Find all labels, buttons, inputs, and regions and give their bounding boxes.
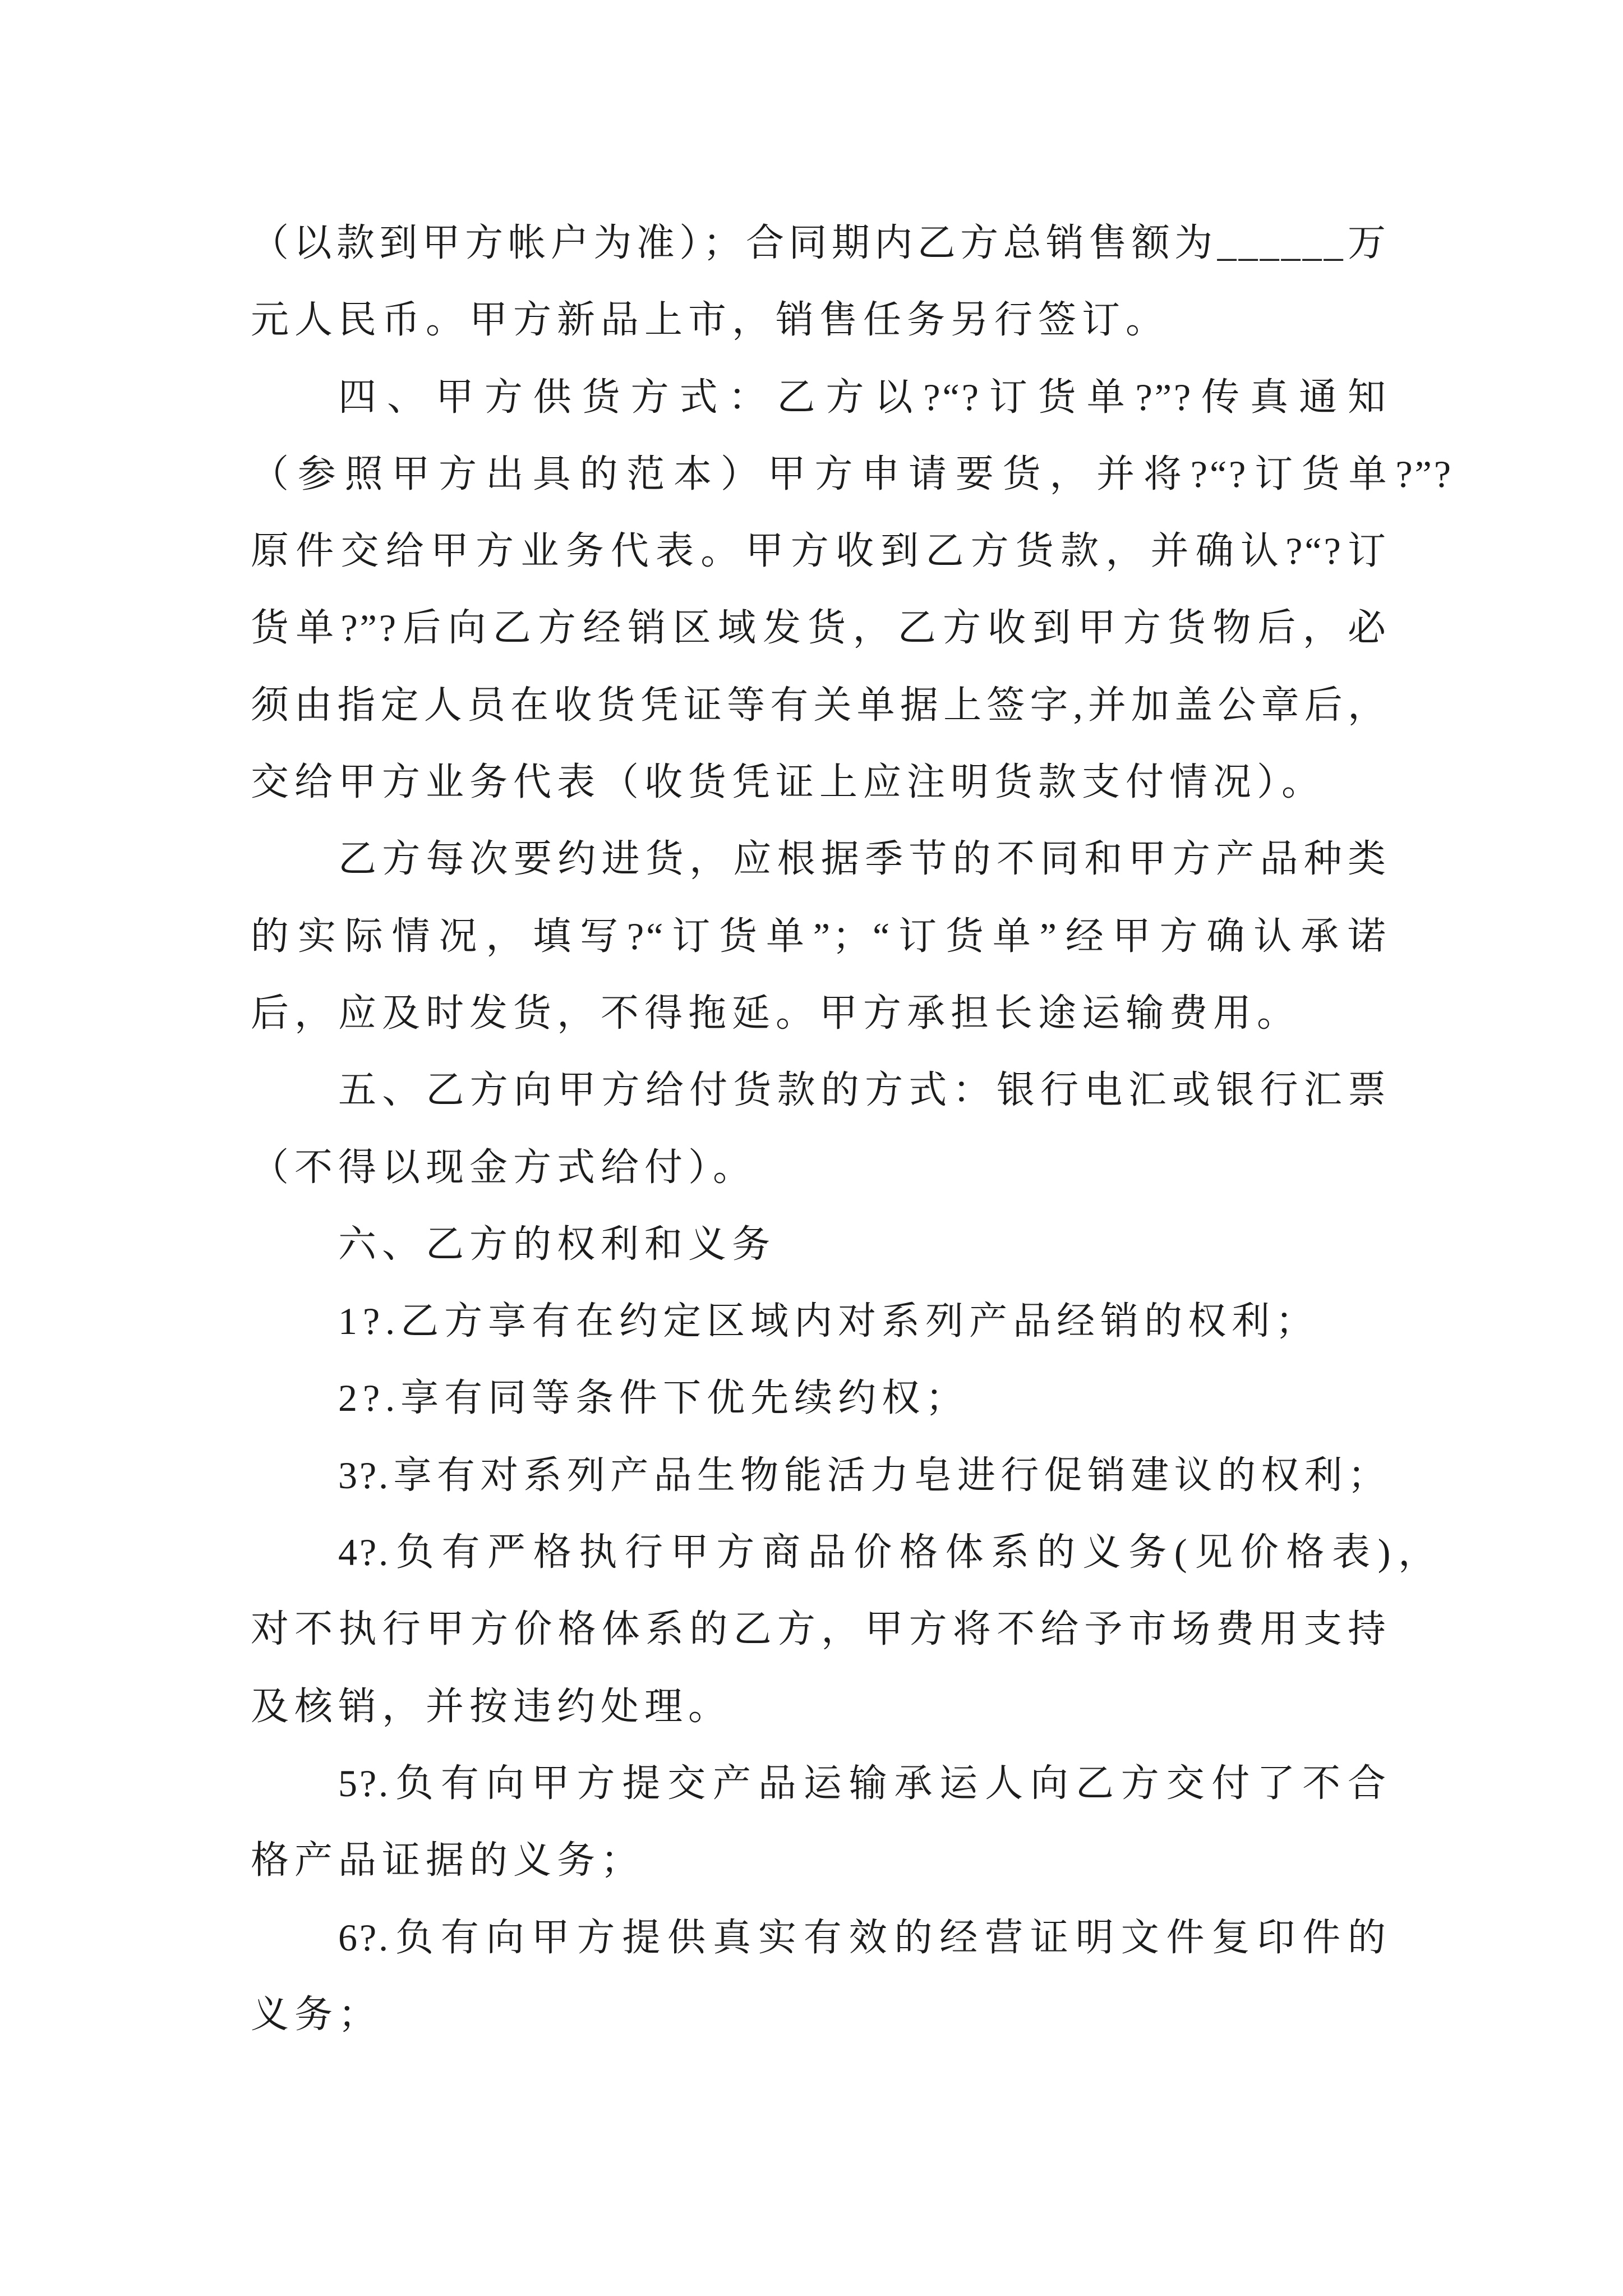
text-line: 六、乙方的权利和义务	[338, 1222, 776, 1266]
text-line: 3?.享有对系列产品生物能活力皂进行促销建议的权利；	[338, 1453, 1388, 1497]
text-line: （不得以现金方式给付）。	[251, 1145, 757, 1189]
text-line: 1?.乙方享有在约定区域内对系列产品经销的权利；	[338, 1300, 1320, 1343]
paragraph-supply-method	[251, 359, 1484, 821]
text-line: 5?.负有向甲方提交产品运输承运人向乙方交付了不合	[338, 1761, 1388, 1805]
text-line: 元人民币。甲方新品上市，销售任务另行签订。	[251, 298, 1170, 342]
list-item-3	[251, 1437, 1484, 1514]
text-line: 五、乙方向甲方给付货款的方式：银行电汇或银行汇票	[338, 1069, 1388, 1112]
section-heading-rights-obligations	[251, 1206, 1484, 1283]
text-line: 的实际情况，填写?“订货单”；“订货单”经甲方确认承诺	[251, 914, 1388, 958]
text-line: 6?.负有向甲方提供真实有效的经营证明文件复印件的	[338, 1916, 1388, 1959]
list-item-4	[251, 1514, 1484, 1745]
text-line: 2?.享有同等条件下优先续约权；	[338, 1377, 970, 1420]
list-item-6	[251, 1899, 1484, 2054]
list-item-1	[251, 1283, 1484, 1360]
text-line: 货单?”?后向乙方经销区域发货，乙方收到甲方货物后，必	[251, 606, 1388, 650]
text-line: 格产品证据的义务；	[251, 1839, 645, 1882]
text-line: 四、甲方供货方式：乙方以?“?订货单?”?传真通知	[338, 375, 1388, 418]
document-body	[251, 205, 1484, 2053]
paragraph-payment-method	[251, 1052, 1484, 1206]
paragraph-ordering	[251, 821, 1484, 1052]
text-line: 须由指定人员在收货凭证等有关单据上签字,并加盖公章后，	[251, 683, 1388, 726]
text-line: 义务；	[251, 1993, 382, 2036]
text-line: 交给甲方业务代表（收货凭证上应注明货款支付情况）。	[251, 761, 1326, 804]
list-item-2	[251, 1360, 1484, 1437]
text-line: 原件交给甲方业务代表。甲方收到乙方货款，并确认?“?订	[251, 530, 1388, 573]
text-line: （以款到甲方帐户为准）；合同期内乙方总销售额为______万	[251, 222, 1388, 264]
text-line: （参照甲方出具的范本）甲方申请要货，并将?“?订货单?”?	[251, 452, 1453, 495]
list-item-5	[251, 1745, 1484, 1899]
text-line: 对不执行甲方价格体系的乙方，甲方将不给予市场费用支持	[251, 1608, 1388, 1651]
text-line: 后，应及时发货，不得拖延。甲方承担长途运输费用。	[251, 991, 1301, 1034]
text-line: 4?.负有严格执行甲方商品价格体系的义务(见价格表)，	[338, 1531, 1438, 1574]
text-line: 及核销，并按违约处理。	[251, 1685, 732, 1728]
paragraph-sales-target	[251, 205, 1484, 359]
text-line: 乙方每次要约进货，应根据季节的不同和甲方产品种类	[338, 838, 1388, 881]
